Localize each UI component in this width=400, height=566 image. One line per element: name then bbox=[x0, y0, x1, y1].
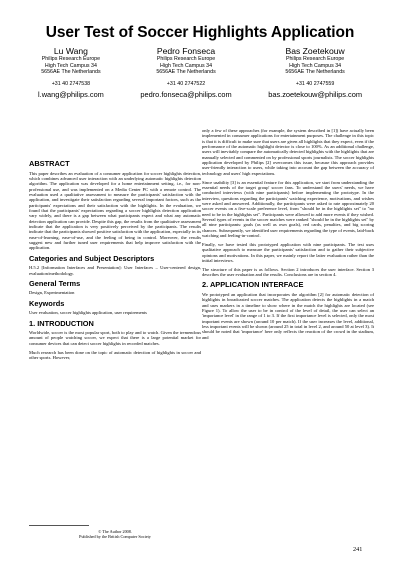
body-paragraph: The structure of this paper is as follows. Section 2 introduces the user interface. Section 3 describes the user evaluation and the results. Conclusions are in section 4. bbox=[202, 266, 374, 278]
author-name: Bas Zoetekouw bbox=[285, 46, 345, 56]
author-city: 5656AE The Netherlands bbox=[285, 69, 345, 76]
author-1 bbox=[38, 46, 104, 99]
body-paragraph: Since usability [3] is an essential feature for this application, we start from understanding the essential needs of the target group' soccer fans. To understand the users' needs, we have conducted interviews (with nine participants) before implementing the prototype. In the interview, questions regarding the participants' watching experience, motivations, and wishes were asked and answered. Additionally, the participants were asked to rate approximately 20 soccer events on a five-scale preference level, from "should be in the highlights set" to "no need to be in the highlights set". Participants were allowed to add more events if they wished. Several types of events in the soccer matches were ranked "should be in the highlights set" by all nine participants: goals (as well as own goals), red cards, penalties, and big scoring chances. Subsequently, we identified user requirements regarding the type of events, laid-back watching and feeling-in-control. bbox=[202, 179, 374, 239]
keywords-text: User evaluation, soccer highlights application, user requirements bbox=[29, 310, 147, 316]
author-street: High Tech Campus 34 bbox=[160, 62, 213, 69]
introduction-paragraph: Much research has been done on the topic of automatic detection of highlights in soccer and other sports. However, bbox=[29, 349, 201, 360]
author-street: High Tech Campus 34 bbox=[44, 62, 97, 69]
introduction-heading: 1. INTRODUCTION bbox=[29, 318, 94, 328]
author-phone: +31 40 2747538 bbox=[51, 81, 91, 88]
author-phone: +31 40 2747559 bbox=[295, 81, 335, 88]
copyright-line: © The Author 2008. bbox=[98, 529, 132, 534]
author-org: Philips Research Europe bbox=[41, 56, 101, 62]
body-paragraph: only a few of these approaches (for example, the system described in [1]) have actually been implemented in consumer applications for entertainment purposes. The challenge in this topic is that it is difficult to make sure that users are given all highlights that they expect, even if the performance of the automatic highlight detector is close to 100%. As an additional challenge, users will inevitably compare the automatically detected highlights with the highlights that are manually selected and commented on by professional sports journalists. The soccer highlights application developed by Philips [2] overcomes this issue, because this approach provides user-friendly interaction to users, while taking into account the gap between the accuracy of technology and users' high expectations. bbox=[202, 128, 374, 176]
categories-text: H.5.2 [Information Interfaces and Presentation]: User Interfaces – User-centered design, evaluation/methodology. bbox=[29, 265, 201, 276]
author-email[interactable]: l.wang@philips.com bbox=[38, 89, 104, 99]
author-2 bbox=[140, 46, 231, 99]
author-city: 5656AE The Netherlands bbox=[41, 69, 101, 76]
author-email[interactable]: bas.zoetekouw@philips.com bbox=[268, 89, 362, 99]
author-block bbox=[38, 46, 362, 99]
section-2-heading: 2. APPLICATION INTERFACE bbox=[202, 280, 304, 290]
author-org: Philips Research Europe bbox=[285, 56, 345, 62]
categories-heading: Categories and Subject Descriptors bbox=[29, 253, 155, 263]
paper-title: User Test of Soccer Highlights Application bbox=[45, 24, 355, 41]
footer-rule bbox=[29, 525, 89, 526]
author-org: Philips Research Europe bbox=[156, 56, 216, 62]
author-name: Lu Wang bbox=[53, 46, 88, 56]
copyright-footer bbox=[29, 529, 201, 539]
author-name: Pedro Fonseca bbox=[156, 46, 216, 56]
body-paragraph: We prototyped an application that incorporates the algorithm [2] for automatic detection of highlights in broadcasted soccer matches. The application detects the highlights in a match and uses markers in a timeline to show where in the match the highlights are located (see Figure 1). To allow the user to be in control of the level of detail, the user can select an 'importance level' in the range of 1 to 3. If the first importance level is selected, only the most important events are shown (around 10 per match). If the user increases the level, additional, less important events will be shown (around 25 in total in level 2, and around 50 at level 3). It should be noted that 'importance' here only reflects the reaction of the crowd in the stadium, and bbox=[202, 291, 374, 340]
general-terms-text: Design, Experimentation bbox=[29, 290, 75, 296]
abstract-text: This paper describes an evaluation of a consumer application for soccer highlights detection, which combines advanced user interaction with an underlying automatic highlights detection algorithm. The application was developed for a home entertainment setting, i.e., for non-professional use, and was implemented on a Media Center PC with a remote control. The evaluation used a qualitative assessment to measure the participants' satisfaction with the application, and investigate their satisfaction regarding several important factors, such as the participants' expectations and their satisfaction with the highlights. In the evaluation, we found that the participants' expectations regarding a soccer highlights detection application vary widely, and there is a gap between what participants expect and what any automatic detection application can provide. Despite this gap, the results from the qualitative assessment indicate that the application is very positively perceived by the participants. The results indicate that the participants showed positive satisfaction with the application, especially in its ease-of-learning, ease-of-use, and the feeling of being in control. Moreover, the results suggest new and further tuned user requirements that help improve satisfaction with the application. bbox=[29, 170, 201, 251]
general-terms-heading: General Terms bbox=[29, 278, 81, 288]
author-phone: +31 40 2747522 bbox=[166, 81, 206, 88]
introduction-paragraph: Worldwide, soccer is the most popular sport, both to play and to watch. Given the tremendous amount of people watching soccer, we expect that there is a large potential market for consumer devices that can detect soccer highlights in recorded matches. bbox=[29, 330, 201, 346]
keywords-heading: Keywords bbox=[29, 298, 65, 308]
author-street: High Tech Campus 34 bbox=[289, 62, 342, 69]
author-email[interactable]: pedro.fonseca@philips.com bbox=[140, 89, 232, 99]
publisher-line: Published by the British Computer Society bbox=[79, 534, 151, 540]
author-city: 5656AE The Netherlands bbox=[156, 69, 216, 76]
right-column bbox=[202, 128, 374, 344]
abstract-heading: ABSTRACT bbox=[29, 159, 70, 168]
page-number: 241 bbox=[353, 546, 363, 553]
body-paragraph: Finally, we have tested this prototyped application with nine participants. The test uses qualitative approach to measure the participants' satisfaction and to gather their subjective opinions and motivations. In this paper, we mainly report the latter evaluation rather than the initial interviews. bbox=[202, 241, 374, 263]
author-3 bbox=[268, 46, 362, 99]
left-column bbox=[29, 156, 201, 364]
